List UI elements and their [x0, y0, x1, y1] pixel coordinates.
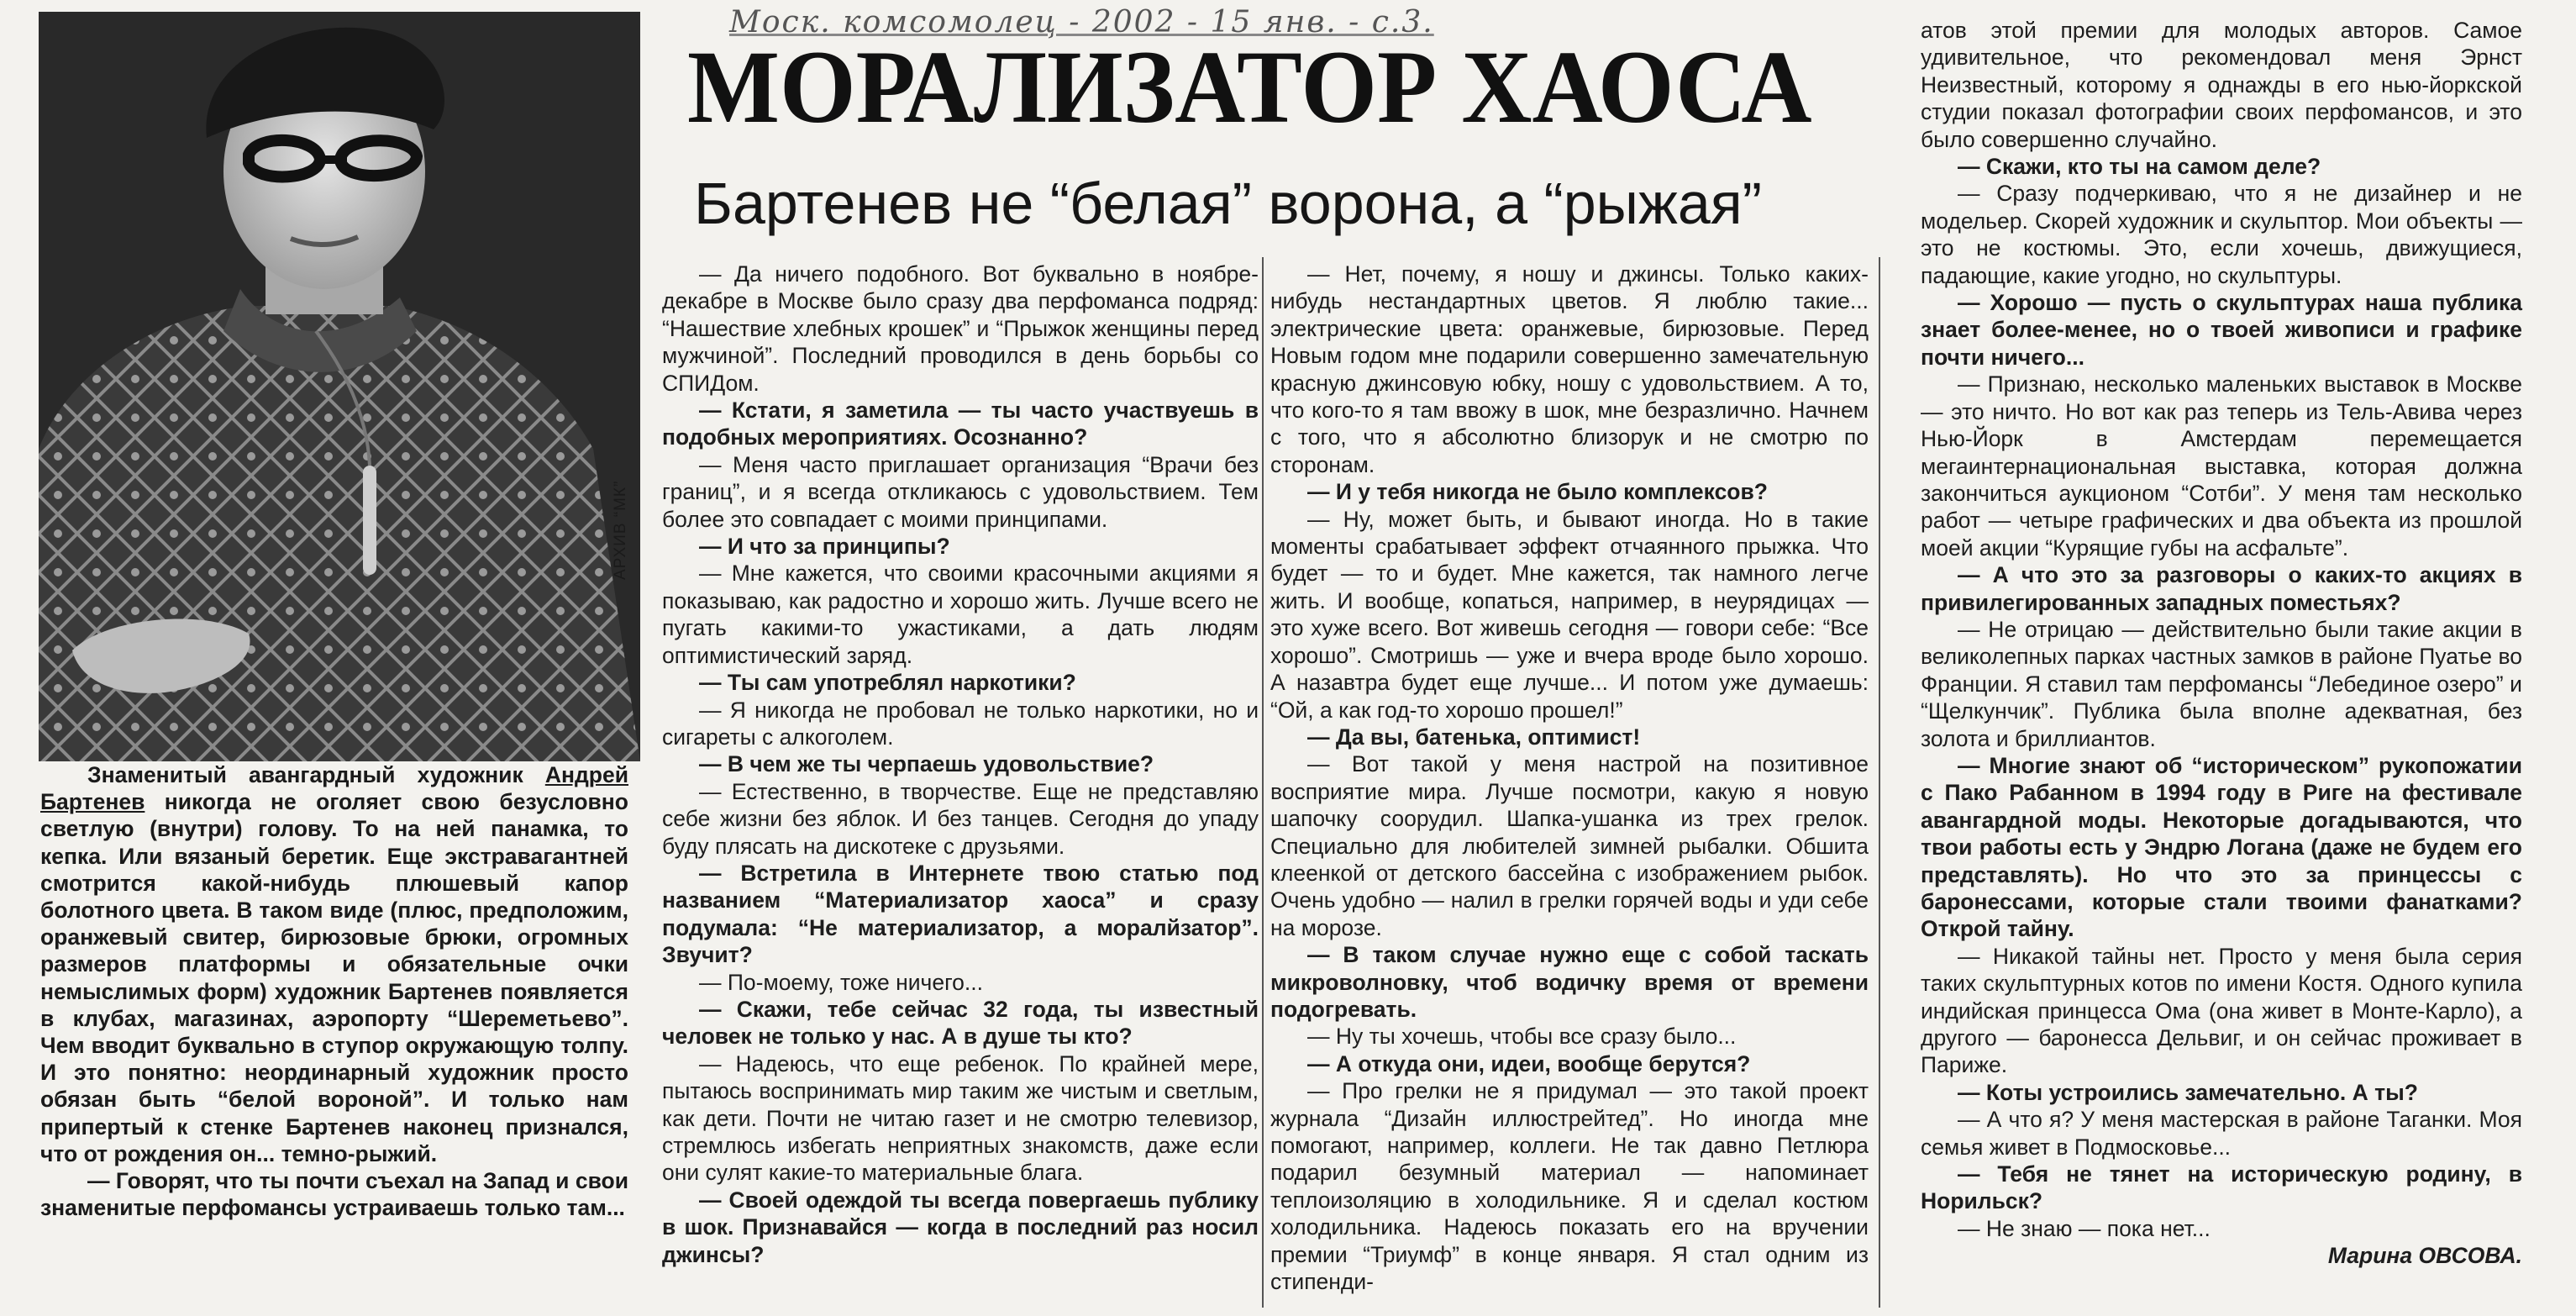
interview-answer: — Естественно, в творчестве. Еще не представляю себе жизни без яблок. И без танцев. Сегодня до упаду буду плясать на дискотеке с друзьями. [662, 778, 1259, 859]
subheadline: Бартенев не “белая” ворона, а “рыжая” [694, 171, 1762, 236]
article-column-3 [1921, 17, 2522, 1270]
interview-question: — Встретила в Интернете твою статью под названием “Материализатор хаоса” и сразу подумала: “Не материализатор, а моралйзатор”. Звучит? [662, 860, 1259, 968]
interview-question: — Многие знают об “историческом” рукопожатии с Пако Рабанном в 1994 году в Риге на фестивале авангардной моды. Некоторые догадываются, что твои работы есть у Эндрю Логана (даже не будем его представлять). Но что это за принцессы с баронессами, которые стали твоими фанатками? Открой тайну. [1921, 752, 2522, 942]
portrait-illustration [39, 12, 640, 761]
interview-question: — Своей одеждой ты всегда повергаешь публику в шок. Признавайся — когда в последний раз носил джинсы? [662, 1187, 1259, 1267]
interview-answer: — А что я? У меня мастерская в районе Таганки. Моя семья живет в Подмосковье... [1921, 1107, 2522, 1160]
interview-question: — И что за принципы? [699, 534, 950, 560]
interview-answer: — Вот такой у меня настрой на позитивное восприятие мира. Лучше посмотри, какую я новую шапочку соорудил. Шапка-ушанка из трех грелок. Специально для любителей зимней рыбалки. Обшита клеенкой от детского бассейна с изображением рыбок. Очень удобно — налил в грелки горячей воды и уди себе на морозе. [1270, 751, 1869, 940]
caption-text: — Говорят, что ты почти съехал на Запад и свои знаменитые перфомансы устраиваешь только там... [40, 1168, 628, 1221]
interview-answer: — Ну ты хочешь, чтобы все сразу было... [1307, 1024, 1737, 1050]
headline: МОРАЛИЗАТОР ХАОСА [687, 29, 1812, 145]
interview-answer: — Про грелки не я придумал — это такой проект журнала “Дизайн иллюстрейтед”. Но иногда мне помогают, например, коллеги. Не так давно Петлюра подарил безумный материал — напоминает теплоизоляцию в холодильнике. Я и сделал костюм холодильника. Надеюсь показать его на вручении премии “Триумф” в конце января. Я стал одним из стипенди- [1270, 1078, 1869, 1295]
interview-answer: атов этой премии для молодых авторов. Самое удивительное, что рекомендовал меня Эрнст Неизвестный, которому я однажды в его нью-йоркской студии показал фотографии своих перфомансов, и это было совершенно случайно. [1921, 18, 2522, 152]
interview-answer: — Сразу подчеркиваю, что я не дизайнер и не модельер. Скорей художник и скульптор. Мои объекты — это не костюмы. Это, если хочешь, движущиеся, падающие, какие угодно, но скульптуры. [1921, 181, 2522, 288]
interview-question: — А что это за разговоры о каких-то акциях в привилегированных западных поместьях? [1921, 562, 2522, 615]
caption-text: никогда не оголяет свою безусловно светлую (внутри) голову. То на ней панамка, то кепка. Или вязаный беретик. Еще экстравагантней смотрится какой-нибудь плюшевый капор болотного цвета. В таком виде (плюс, предположим, оранжевый свитер, бирюзовые брюки, огромных размеров платформы и обязательные очки немыслимых форм) художник Бартенев появляется в клубах, магазинах, аэропорту “Шереметьево”. Чем вводит буквально в ступор окружающую толпу. И это понятно: неординарный художник просто обязан быть “белой вороной”. И только нам припертый к стенке Бартенев наконец признался, что от рождения он... темно-рыжий. [40, 789, 628, 1166]
column-rule [1879, 257, 1880, 1308]
interview-answer: — Надеюсь, что еще ребенок. По крайней мере, пытаюсь воспринимать мир таким же чистым и светлым, как дети. Почти не читаю газет и не смотрю телевизор, стремлюсь избегать неприятных знакомств, даже если они сулят какие-то материальные блага. [662, 1050, 1259, 1186]
interview-question: — И у тебя никогда не было комплексов? [1307, 479, 1768, 505]
interview-answer: — Не отрицаю — действительно были такие акции в великолепных парках частных замков в районе Пуатье во Франции. Я ставил там перфомансы “Лебединое озеро” и “Щелкунчик”. Публика была вполне адекватная, без золота и бриллиантов. [1921, 616, 2522, 751]
interview-answer: — Да ничего подобного. Вот буквально в ноябре-декабре в Москве было сразу два перфоманса подряд: “Нашествие хлебных крошек” и “Прыжок женщины перед мужчиной”. Последний проводился в день борьбы со СПИДом. [662, 261, 1259, 396]
handwritten-source-note: Моск. комсомолец - 2002 - 15 янв. - с.3. [729, 5, 1434, 39]
interview-question: — А откуда они, идеи, вообще берутся? [1307, 1050, 1751, 1076]
interview-question: — Кстати, я заметила — ты часто участвуешь в подобных мероприятиях. Осознанно? [662, 397, 1259, 450]
column-rule [1262, 257, 1264, 1308]
interview-answer: — По-моему, тоже ничего... [699, 969, 984, 995]
interview-answer: — Никакой тайны нет. Просто у меня была серия таких скульптурных котов по имени Костя. Одного купила индийская принцесса Ома (она живет в Монте-Карло), а другого — баронесса Дельвиг, и он сейчас проживает в Париже. [1921, 943, 2522, 1078]
interview-question: — Скажи, тебе сейчас 32 года, ты известный человек не только у нас. А в душе ты кто? [662, 996, 1259, 1050]
interview-question: — Скажи, кто ты на самом деле? [1958, 154, 2321, 180]
interview-question: — Ты сам употреблял наркотики? [699, 670, 1076, 696]
interview-question: — В таком случае нужно еще с собой таскать микроволновку, чтоб водичку время от времени подогревать. [1270, 942, 1869, 1022]
interview-answer: — Мне кажется, что своими красочными акциями я показываю, как радостно и хорошо жить. Лучше всего не пугать какими-то ужастиками, а дать людям оптимистический заряд. [662, 561, 1259, 668]
interview-answer: — Меня часто приглашает организация “Врачи без границ”, и я всегда откликаюсь с удовольствием. Тем более это совпадает с моими принципами. [662, 451, 1259, 532]
interview-question: — Хорошо — пусть о скульптурах наша публика знает более-менее, но о твоей живописи и графике почти ничего... [1921, 290, 2522, 370]
article-column-2 [1270, 261, 1869, 1295]
photo-credit: АРХИВ “МК” [612, 480, 629, 580]
artist-name: Андрей Бартенев [40, 762, 628, 815]
caption-text: Знаменитый авангардный художник [87, 762, 545, 787]
interview-question: — Да вы, батенька, оптимист! [1307, 724, 1641, 750]
caption-paragraph [40, 761, 628, 1167]
photo-caption [40, 761, 628, 1221]
caption-paragraph [40, 1167, 628, 1221]
article-column-1 [662, 261, 1259, 1268]
interview-question: — Коты устроились замечательно. А ты? [1958, 1079, 2418, 1105]
interview-answer: — Ну, может быть, и бывают иногда. Но в такие моменты срабатывает эффект отчаянного прыжка. Что будет — то и будет. Мне кажется, так намного легче жить. И вообще, копаться, например, в неурядицах — это хуже всего. Вот живешь сегодня — говори себе: “Все хорошо”. Смотришь — уже и вчера вроде было хорошо. А назавтра будет еще лучше... И потом уже думаешь: “Ой, а как год-то хорошо прошел!” [1270, 506, 1869, 723]
interview-answer: — Я никогда не пробовал не только наркотики, но и сигареты с алкоголем. [662, 697, 1259, 750]
interview-answer: — Не знаю — пока нет... [1958, 1215, 2211, 1241]
byline: Марина ОВСОВА. [2327, 1243, 2522, 1269]
interview-answer: — Нет, почему, я ношу и джинсы. Только каких-нибудь нестандартных цветов. Я люблю такие... электрические цвета: оранжевые, бирюзовые. Перед Новым годом мне подарили совершенно замечательную красную джинсовую юбку, ношу с удовольствием. А то, что кого-то я там ввожу в шок, мне безразлично. Начнем с того, что я абсолютно близорук и не смотрю по сторонам. [1270, 261, 1869, 477]
interview-question: — Тебя не тянет на историческую родину, в Норильск? [1921, 1161, 2522, 1214]
interview-answer: — Признаю, несколько маленьких выставок в Москве — это ничто. Но вот как раз теперь из Тель-Авива через Нью-Йорк в Амстердам перемещается мегаинтернациональная выставка, которая должна закончиться аукционом “Сотби”. У меня там несколько работ — четыре графических и два объекта из прошлой моей акции “Курящие губы на асфальте”. [1921, 371, 2522, 561]
portrait-photo [39, 12, 640, 761]
interview-question: — В чем же ты черпаешь удовольствие? [699, 751, 1154, 777]
